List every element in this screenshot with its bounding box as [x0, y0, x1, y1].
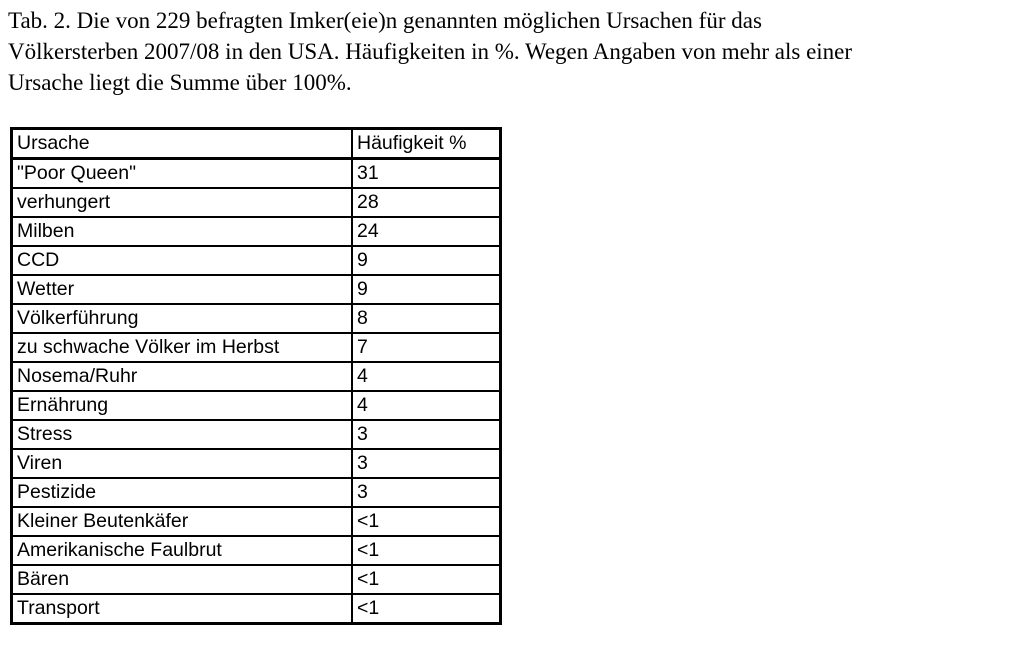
cause-cell: "Poor Queen" [12, 159, 353, 189]
frequency-cell: 3 [352, 449, 501, 478]
frequency-cell: <1 [352, 536, 501, 565]
frequency-cell: <1 [352, 507, 501, 536]
table-row [12, 304, 501, 333]
frequency-cell: 7 [352, 333, 501, 362]
cause-cell: Bären [12, 565, 353, 594]
table-row [12, 420, 501, 449]
caption-line-3: Ursache liegt die Summe über 100%. [8, 70, 352, 95]
table-row [12, 449, 501, 478]
cause-cell: Pestizide [12, 478, 353, 507]
table-row [12, 478, 501, 507]
causes-frequency-table [10, 127, 502, 625]
frequency-cell: 8 [352, 304, 501, 333]
caption-line-1: Tab. 2. Die von 229 befragten Imker(eie)n genannten möglichen Ursachen für das [8, 8, 762, 33]
cause-cell: Ernährung [12, 391, 353, 420]
table-row [12, 594, 501, 624]
frequency-cell: 3 [352, 420, 501, 449]
frequency-cell: 9 [352, 246, 501, 275]
cause-cell: Milben [12, 217, 353, 246]
table-row [12, 391, 501, 420]
header-cell-haeufigkeit: Häufigkeit % [352, 129, 501, 159]
cause-cell: Amerikanische Faulbrut [12, 536, 353, 565]
frequency-cell: 4 [352, 391, 501, 420]
table-row [12, 159, 501, 189]
cause-cell: Transport [12, 594, 353, 624]
table-row [12, 333, 501, 362]
table-row [12, 565, 501, 594]
table-row [12, 362, 501, 391]
frequency-cell: 9 [352, 275, 501, 304]
cause-cell: Stress [12, 420, 353, 449]
cause-cell: zu schwache Völker im Herbst [12, 333, 353, 362]
table-row [12, 536, 501, 565]
cause-cell: Kleiner Beutenkäfer [12, 507, 353, 536]
cause-cell: Nosema/Ruhr [12, 362, 353, 391]
table-caption [8, 5, 852, 98]
cause-cell: Wetter [12, 275, 353, 304]
frequency-cell: 3 [352, 478, 501, 507]
table-row [12, 188, 501, 217]
table-row [12, 275, 501, 304]
frequency-cell: <1 [352, 565, 501, 594]
table-row [12, 246, 501, 275]
frequency-cell: 31 [352, 159, 501, 189]
table-head [12, 129, 501, 159]
frequency-cell: 4 [352, 362, 501, 391]
frequency-cell: <1 [352, 594, 501, 624]
table-row [12, 217, 501, 246]
header-row [12, 129, 501, 159]
cause-cell: Viren [12, 449, 353, 478]
cause-cell: Völkerführung [12, 304, 353, 333]
table-row [12, 507, 501, 536]
frequency-cell: 28 [352, 188, 501, 217]
table-body [12, 159, 501, 624]
caption-line-2: Völkersterben 2007/08 in den USA. Häufigkeiten in %. Wegen Angaben von mehr als einer [8, 39, 853, 64]
frequency-cell: 24 [352, 217, 501, 246]
cause-cell: CCD [12, 246, 353, 275]
cause-cell: verhungert [12, 188, 353, 217]
header-cell-ursache: Ursache [12, 129, 353, 159]
